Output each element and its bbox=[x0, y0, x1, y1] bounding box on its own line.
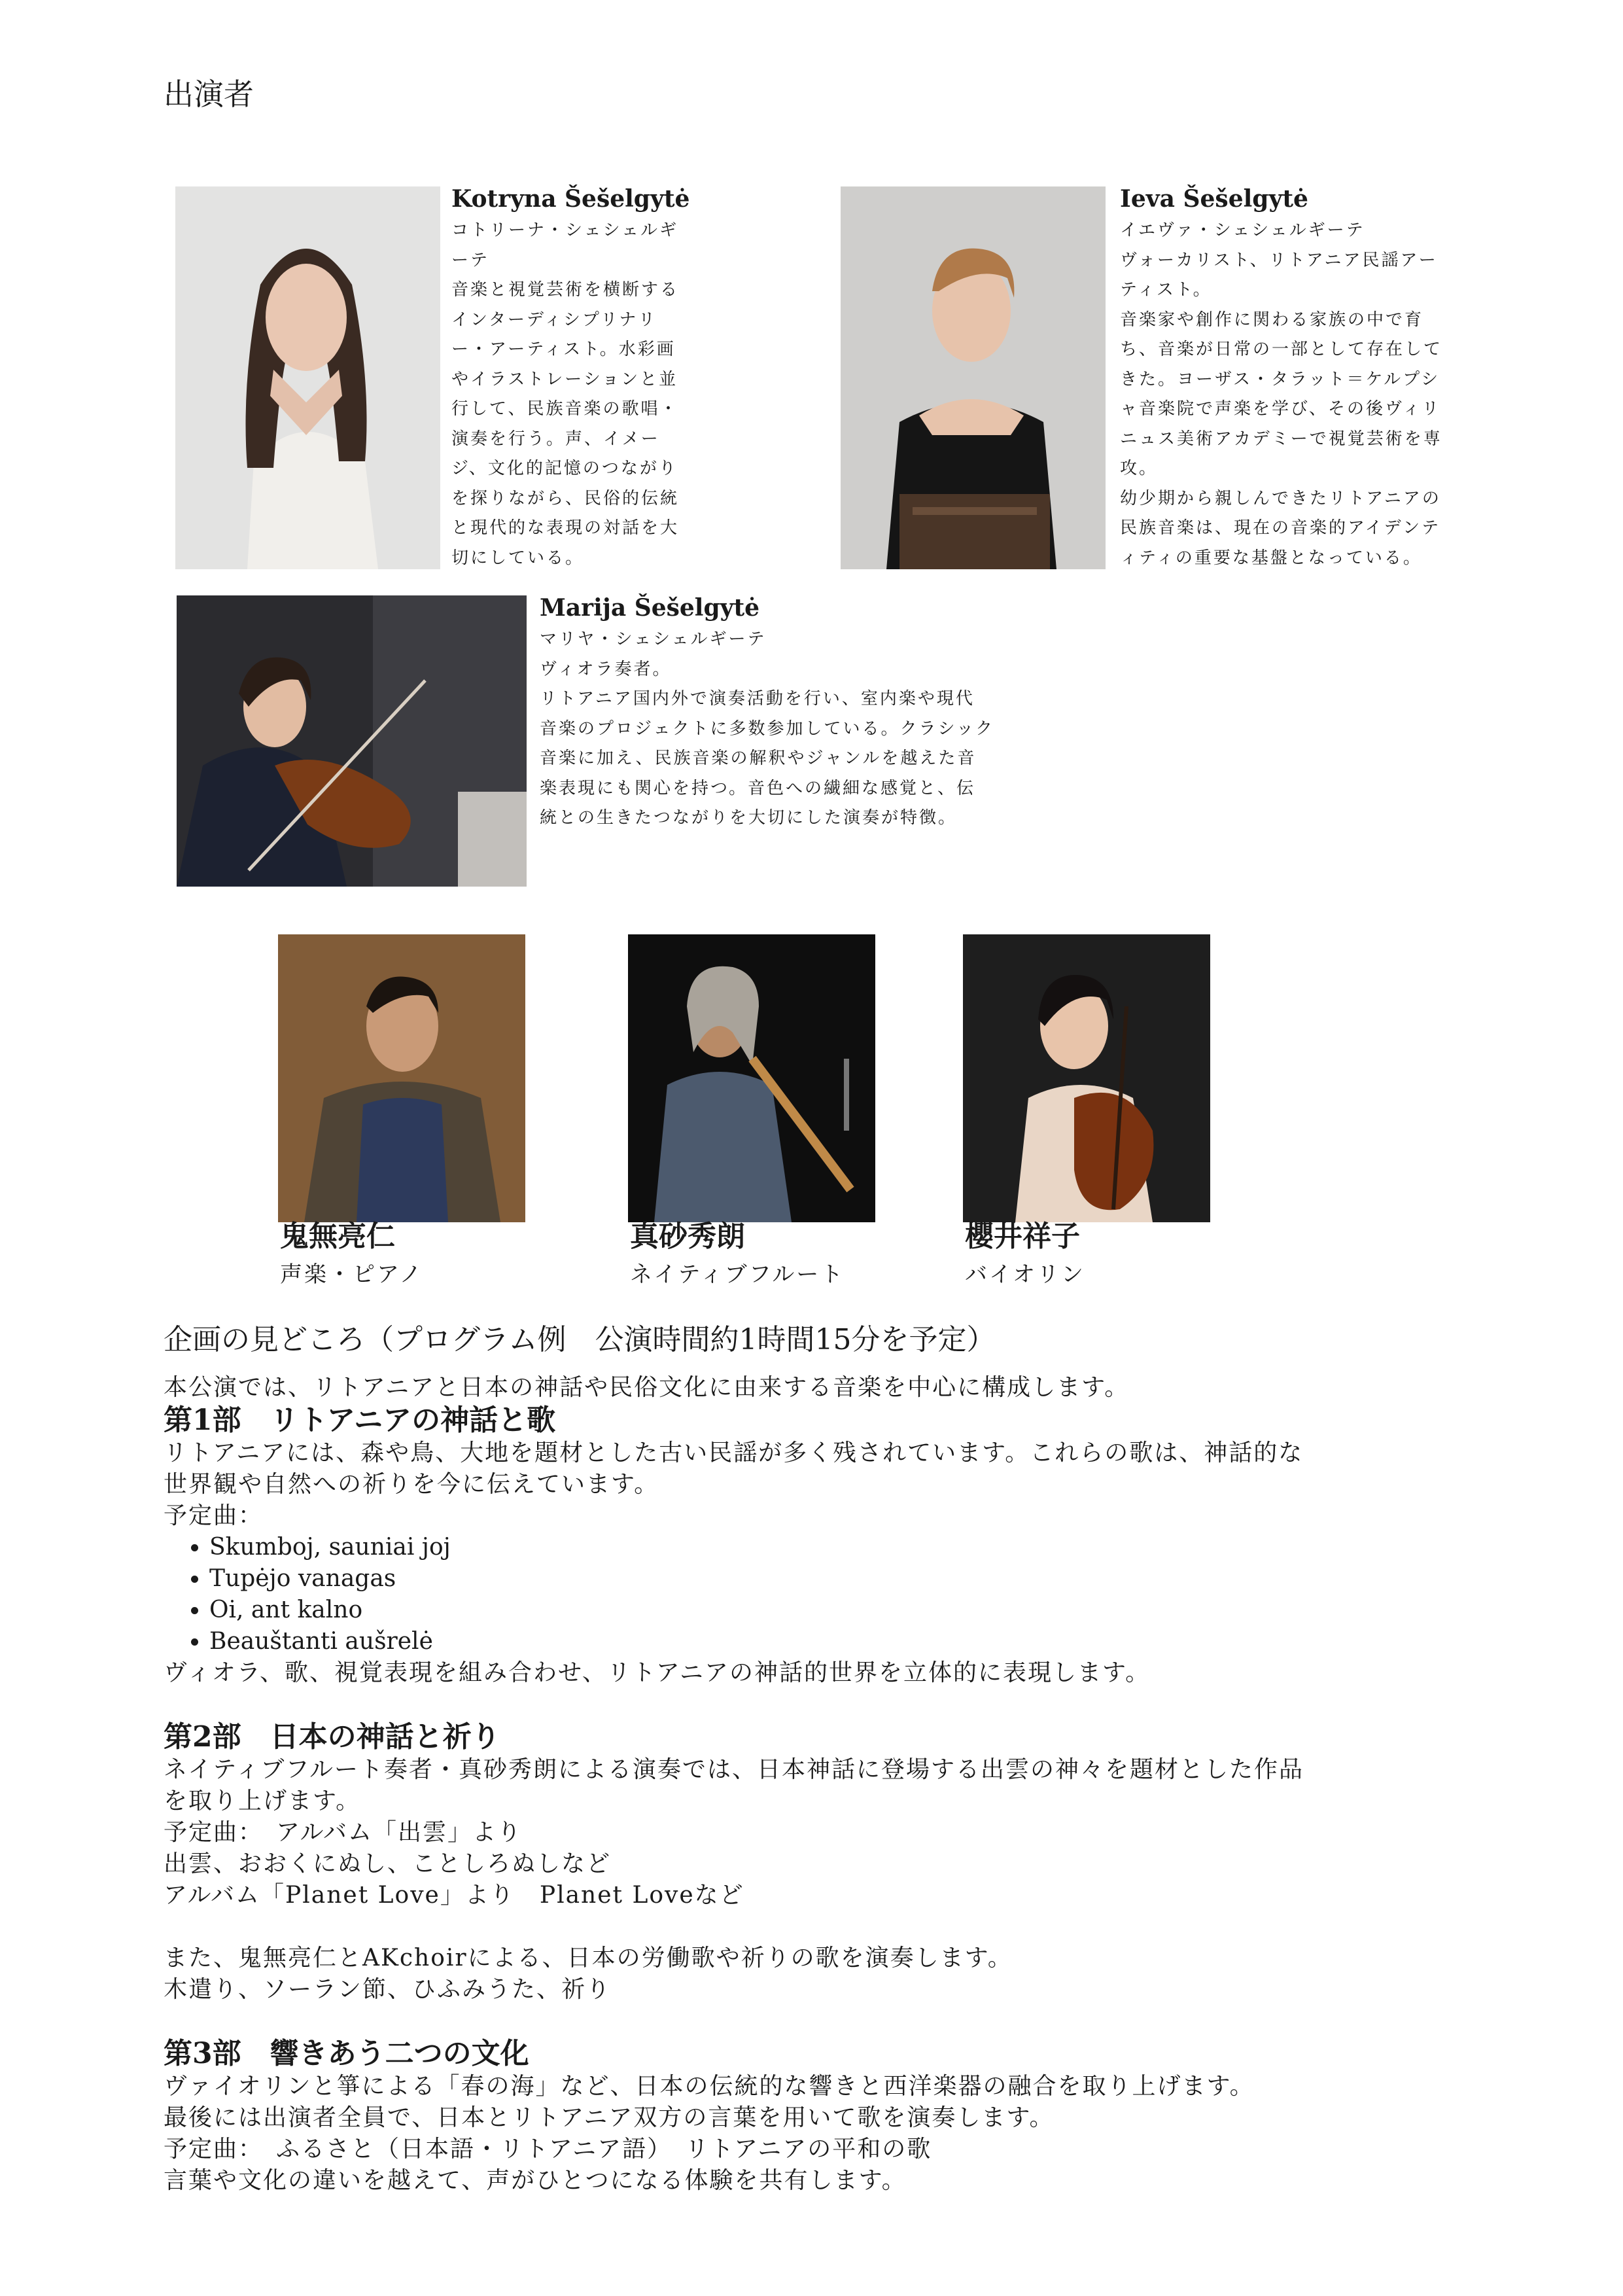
program-heading: 企画の見どころ（プログラム例 公演時間約1時間15分を予定） bbox=[164, 1323, 996, 1356]
sakurai-photo bbox=[963, 934, 1210, 1222]
part1-text: リトアニアには、森や鳥、大地を題材とした古い民謡が多く残されています。これらの歌は、神話的な 世界観や自然への祈りを今に伝えています。 予定曲： bbox=[164, 1439, 1304, 1529]
sakurai-name: 櫻井祥子 bbox=[965, 1220, 1080, 1253]
masago-role: ネイティブフルート bbox=[630, 1262, 845, 1288]
kotryna-name: Kotryna Šešelgytė bbox=[451, 185, 690, 213]
part3-title: 第3部 響きあう二つの文化 bbox=[164, 2037, 529, 2070]
program-intro: 本公演では、リトアニアと日本の神話や民俗文化に由来する音楽を中心に構成します。 bbox=[164, 1374, 1130, 1401]
ieva-bio: イエヴァ・シェシェルギーテ ヴォーカリスト、リトアニア民謡アー ティスト。 音楽家や創作に関わる家族の中で育 ち、音楽が日常の一部として存在して きた。ヨーザス・タラット＝ケルプシ ャ音楽院で声楽を学び、その後ヴィリ ニュス美術アカデミーで視覚芸術を専 攻。 幼少期から親しんできたリトアニアの 民族音楽は、現在の音楽的アイデンテ ィティの重要な基盤となっている。 bbox=[1120, 221, 1443, 568]
masago-name: 真砂秀朗 bbox=[630, 1220, 745, 1253]
part1-song-list bbox=[164, 1532, 1505, 1657]
list-item: • Beauštanti aušrelė bbox=[209, 1626, 1505, 1657]
list-item: • Skumboj, sauniai joj bbox=[209, 1532, 1505, 1563]
kotryna-photo bbox=[175, 186, 440, 569]
kinashi-photo bbox=[278, 934, 525, 1222]
marija-photo bbox=[177, 595, 527, 887]
part1-closing: ヴィオラ、歌、視覚表現を組み合わせ、リトアニアの神話的世界を立体的に表現します。 bbox=[164, 1659, 1151, 1686]
masago-photo bbox=[628, 934, 875, 1222]
part2-text2: また、鬼無亮仁とAKchoirによる、日本の労働歌や祈りの歌を演奏します。 木遣り、ソーラン節、ひふみうた、祈り bbox=[164, 1945, 1013, 2003]
list-item: • Tupėjo vanagas bbox=[209, 1563, 1505, 1595]
part2-title: 第2部 日本の神話と祈り bbox=[164, 1720, 500, 1754]
ieva-photo bbox=[841, 186, 1106, 569]
marija-name: Marija Šešelgytė bbox=[540, 594, 760, 622]
part1-title: 第1部 リトアニアの神話と歌 bbox=[164, 1404, 556, 1437]
list-item: • Oi, ant kalno bbox=[209, 1595, 1505, 1626]
kotryna-bio: コトリーナ・シェシェルギ ーテ 音楽と視覚芸術を横断する インターディシプリナリ ー・アーティスト。水彩画 やイラストレーションと並 行して、民族音楽の歌唱・ 演奏を行う。声、イメー ジ、文化的記憶のつながり を探りながら、民俗的伝統 と現代的な表現の対話を大 切にしている。 bbox=[451, 221, 680, 568]
ieva-name: Ieva Šešelgytė bbox=[1120, 185, 1308, 213]
sakurai-role: バイオリン bbox=[965, 1262, 1085, 1288]
marija-bio: マリヤ・シェシェルギーテ ヴィオラ奏者。 リトアニア国内外で演奏活動を行い、室内楽や現代 音楽のプロジェクトに多数参加している。クラシック 音楽に加え、民族音楽の解釈やジャンルを越えた音 楽表現にも関心を持つ。音色への繊細な感覚と、伝 統との生きたつながりを大切にした演奏が特徴。 bbox=[540, 629, 994, 828]
part3-text: ヴァイオリンと箏による「春の海」など、日本の伝統的な響きと西洋楽器の融合を取り上げます。 最後には出演者全員で、日本とリトアニア双方の言葉を用いて歌を演奏します。 予定曲： ふるさと（日本語・リトアニア語） リトアニアの平和の歌 言葉や文化の違いを越えて、声がひとつになる体験を共有します。 bbox=[164, 2073, 1255, 2194]
part2-text: ネイティブフルート奏者・真砂秀朗による演奏では、日本神話に登場する出雲の神々を題材とした作品 を取り上げます。 予定曲： アルバム「出雲」より 出雲、おおくにぬし、ことしろぬしなど アルバム「Planet Love」より Planet Loveなど bbox=[164, 1756, 1304, 1909]
program-section bbox=[164, 1318, 1505, 2197]
kinashi-role: 声楽・ピアノ bbox=[280, 1262, 424, 1288]
kinashi-name: 鬼無亮仁 bbox=[280, 1220, 395, 1253]
section-title: 出演者 bbox=[164, 77, 254, 112]
